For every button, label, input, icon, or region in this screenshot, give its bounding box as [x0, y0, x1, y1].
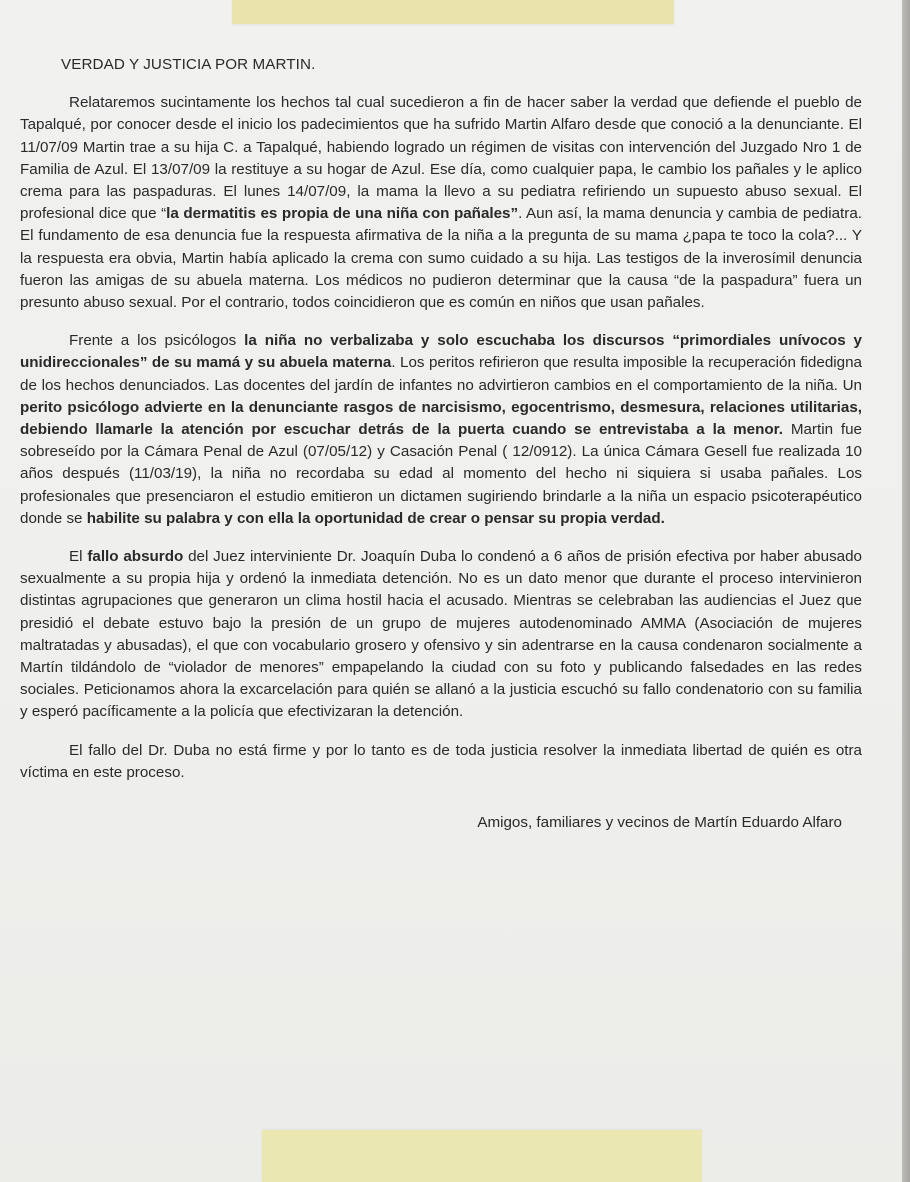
letter-body: [20, 54, 862, 834]
text-run: El fallo del Dr. Duba no está firme y por lo tanto es de toda justicia resolver la inmediata libertad de quién es otra víctima en este proceso.: [20, 741, 862, 781]
text-run: . Aun así, la mama denuncia y cambia de pediatra. El fundamento de esa denuncia fue la respuesta afirmativa de la niña a la pregunta de su mama ¿papa te toco la cola?... Y la respuesta era obvia, Martin había aplicado la crema con sumo cuidado a su hija. Las testigos de la inverosímil denuncia fueron las amigas de su abuela materna. Los médicos no pudieron determinar que la causa “de la paspadura” fuera un presunto abuso sexual. Por el contrario, todos coincidieron que es común en niños que usan pañales.: [20, 205, 862, 312]
text-run: del Juez interviniente Dr. Joaquín Duba lo condenó a 6 años de prisión efectiva por haber abusado sexualmente a su propia hija y ordenó la inmediata detención. No es un dato menor que durante el proceso intervinieron distintas agrupaciones que generaron un clima hostil hacia el acusado. Mientras se celebraban las audiencias el Juez que presidió el debate estuvo bajo la presión de un grupo de mujeres autodenominado AMMA (Asociación de mujeres maltratadas y abusadas), el que con vocabulario grosero y ofensivo y sin adentrarse en la causa condenaron socialmente a Martín tildándolo de “violador de menores” empapelando la ciudad con su foto y publicando falsedades en las redes sociales. Peticionamos ahora la excarcelación para quién se allanó a la justicia escuchó su fallo condenatorio con su familia y esperó pacíficamente a la policía que efectivizaran la detención.: [20, 548, 862, 721]
text-run: El: [69, 548, 88, 566]
text-run: Martin fue sobreseído por la Cámara Penal de Azul (07/05/12) y Casación Penal ( 12/0912). La única Cámara Gesell fue realizada 10 años después (11/03/19), la niña no recordaba su edad al momento del hecho ni siquiera si usaba pañales. Los profesionales que presenciaron el estudio emitieron un dictamen sugiriendo brindarle a la niña un espacio psicoterapéutico donde se: [20, 421, 863, 527]
tape-bottom: [262, 1130, 702, 1182]
bold-text-run: perito psicólogo advierte en la denunciante rasgos de narcisismo, egocentrismo, desmesura, relaciones utilitarias, debiendo llamarle la atención por escuchar detrás de la puerta cuando se entrevistaba a la menor.: [20, 398, 862, 439]
text-run: Relataremos sucintamente los hechos tal cual sucedieron a fin de hacer saber la verdad que defiende el pueblo de Tapalqué, por conocer desde el inicio los padecimientos que ha sufrido Martin Alfaro desde que conoció a la denunciante. El 11/07/09 Martin trae a su hija C. a Tapalqué, habiendo logrado un régimen de visitas con intervención del Juzgado Nro 1 de Familia de Azul. El 13/07/09 la restituye a su hogar de Azul. Ese día, como cualquier papa, le cambio los pañales y le aplico crema para las paspaduras. El lunes 14/07/09, la mama la llevo a su pediatra refiriendo un supuesto abuso sexual. El profesional dice que “: [20, 94, 862, 223]
bold-text-run: la dermatitis es propia de una niña con pañales”: [166, 205, 519, 223]
paragraph-4: [20, 740, 862, 784]
bold-text-run: la niña no verbalizaba y solo escuchaba los discursos “primordiales unívocos y unidireccionales” de su mamá y su abuela materna: [20, 332, 862, 372]
bold-text-run: fallo absurdo: [87, 548, 184, 566]
paragraph-1: [20, 92, 862, 314]
text-run: Frente a los psicólogos: [69, 332, 245, 350]
bold-text-run: habilite su palabra y con ella la oportunidad de crear o pensar su propia verdad.: [86, 509, 665, 527]
letter-title: VERDAD Y JUSTICIA POR MARTIN.: [61, 56, 316, 73]
signature-line: Amigos, familiares y vecinos de Martín Eduardo Alfaro: [477, 814, 842, 832]
tape-top: [232, 0, 674, 24]
text-run: . Los peritos refirieron que resulta imposible la recuperación fidedigna de los hechos denunciados. Las docentes del jardín de infantes no advirtieron cambios en el comportamiento de la niña. Un: [20, 354, 862, 394]
paragraph-3: [20, 546, 862, 724]
paper-edge-shadow: [902, 0, 910, 1182]
paragraph-2: [20, 330, 862, 530]
